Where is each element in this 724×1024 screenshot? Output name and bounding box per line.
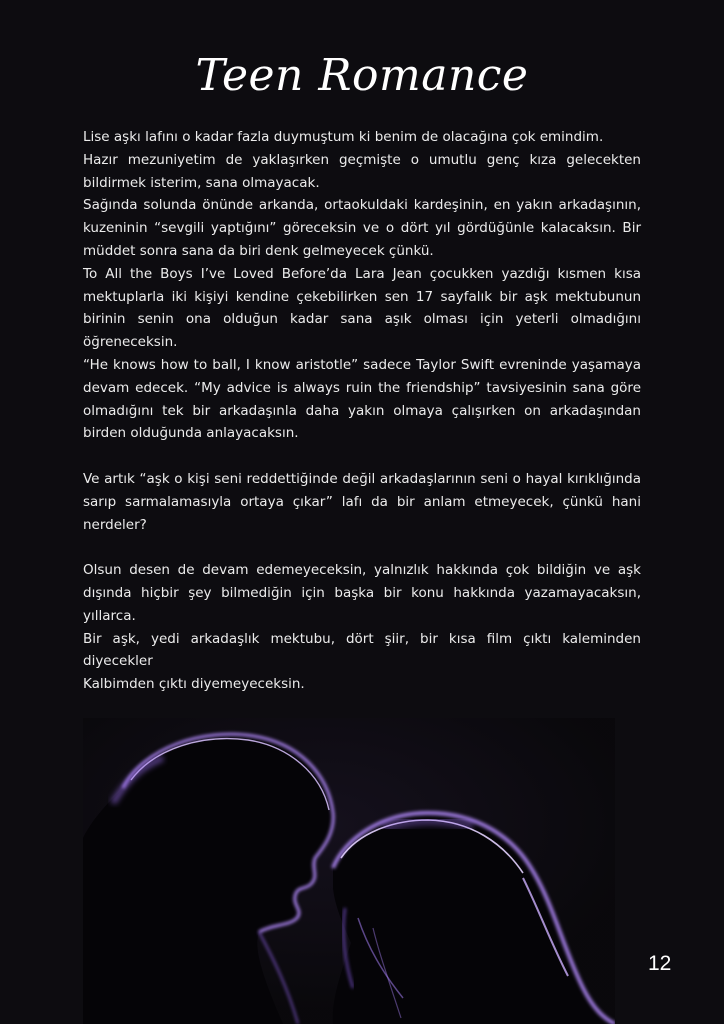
paragraph: Lise aşkı lafını o kadar fazla duymuştum ki benim de olacağına çok emindim. (83, 129, 604, 145)
article-body (83, 126, 641, 696)
page-title: Teen Romance (195, 50, 529, 101)
paragraph: Bir aşk, yedi arkadaşlık mektubu, dört şiir, bir kısa film çıktı kaleminden diyecekler (83, 630, 641, 670)
paragraph: To All the Boys I’ve Loved Before’da Lara Jean çocukken yazdığı kısmen kısa mektuplarla iki kişiyi kendine çekebilirken sen 17 sayfalık bir aşk mektubunun birinin senin ona olduğun kadar sana aşık olması için yeterli olmadığını öğreneceksin. (83, 265, 641, 351)
couple-silhouette-image (83, 718, 615, 1024)
paragraph-spacer (83, 445, 641, 468)
page-number: 12 (648, 952, 672, 975)
paragraph: Olsun desen de devam edemeyeceksin, yalnızlık hakkında çok bildiğin ve aşk dışında hiçbir şey bilmediğin için başka bir konu hakkında yazamayacaksın, yıllarca. (83, 562, 641, 624)
paragraph-spacer (83, 536, 641, 559)
paragraph: Ve artık “aşk o kişi seni reddettiğinde değil arkadaşlarının seni o hayal kırıklığında sarıp sarmalamasıyla ortaya çıkar” lafı da bir anlam etmeyecek, çünkü hani nerdeler? (83, 470, 641, 533)
paragraph: Hazır mezuniyetim de yaklaşırken geçmişte o umutlu genç kıza gelecekten bildirmek isterim, sana olmayacak. (83, 151, 641, 191)
couple-silhouette-photo (83, 718, 615, 1024)
paragraph: Sağında solunda önünde arkanda, ortaokuldaki kardeşinin, en yakın arkadaşının, kuzeninin “sevgili yaptığını” göreceksin ve o dört yıl gördüğünle kalacaksın. Bir müddet sonra sana da biri denk gelmeyecek çünkü. (83, 197, 641, 259)
paragraph: “He knows how to ball, I know aristotle” sadece Taylor Swift evreninde yaşamaya devam edecek. “My advice is always ruin the friendship” tavsiyesinin sana göre olmadığını tek bir arkadaşınla daha yakın olmaya çalışırken on arkadaşından birden olduğunda anlayacaksın. (83, 356, 641, 442)
paragraph: Kalbimden çıktı diyemeyeceksin. (83, 676, 305, 693)
